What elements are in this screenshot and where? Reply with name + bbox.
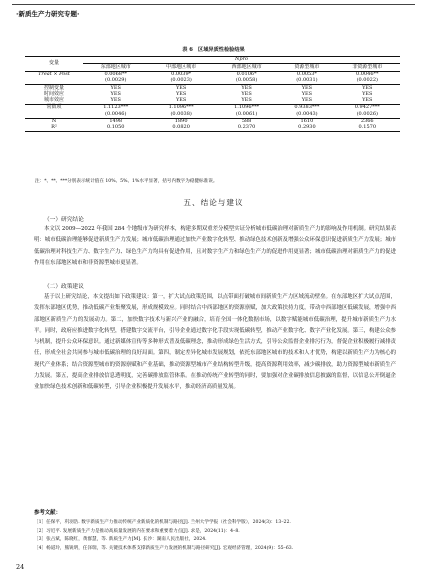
table-cell: YES [301, 90, 313, 97]
subsection-heading: （二）政策建议 [44, 284, 84, 290]
table-cell: 0.0068** [83, 71, 148, 78]
table-cell: (0.0046) [105, 110, 127, 117]
col-header: 非资源型城市 [352, 63, 383, 70]
table-cell: (0.0043) [296, 110, 318, 117]
table-cell: 0.0106* [214, 71, 279, 78]
table-cell: 0.0820 [148, 125, 213, 132]
row-label: R² [25, 125, 83, 132]
table-cell: (0.0023) [170, 77, 192, 84]
table-cell: YES [214, 85, 279, 92]
table-cell: 1890 [148, 118, 213, 125]
subsection-heading: （一）研究结论 [44, 217, 84, 223]
table-note: 注：*、**、***分别表示统计值在 10%、5%、1%水平显著，括号内数字为稳健标准误。 [35, 179, 218, 184]
col-header: 西部地区城市 [231, 63, 262, 70]
table-cell: YES [362, 90, 373, 97]
table-cell: (0.0031) [296, 77, 318, 84]
reference-item: ［1］任保平，巩羽浩. 数字新质生产力推动传统产业新质化的机制与路径[J]. 兰州大学学报（社会科学版），2024(3)：13–22. [34, 520, 291, 525]
section-label: ·新质生产力研究专题· [16, 10, 80, 18]
row-label: 常数项 [25, 104, 83, 111]
table-cell: YES [175, 90, 187, 97]
table-cell: 2366 [335, 118, 400, 125]
table-cell: (0.0058) [235, 77, 258, 84]
table-row [25, 71, 400, 78]
var-header: 变量 [25, 57, 83, 72]
page-number: 24 [16, 563, 25, 571]
table-cell: YES [241, 90, 252, 97]
row-label: Treat × Post [25, 71, 83, 78]
table-cell: YES [175, 97, 187, 104]
table-row [25, 104, 400, 111]
header-rule [12, 4, 415, 5]
table-cell: YES [110, 90, 121, 97]
heterogeneity-table [25, 56, 400, 132]
table-cell: 0.2370 [214, 125, 279, 132]
table-cell: 0.2930 [279, 125, 334, 132]
table-cell: 0.1050 [83, 125, 148, 132]
table-caption: 表 6 区域异质性检验结果 [182, 47, 245, 53]
body-paragraph: 本文以 2009—2022 年我国 284 个地级市为研究样本，构建多期双重差分模型实证分析城市低碳治理对新质生产力的影响及作用机制。研究结果表明：城市低碳治理能够促进新质生产力发展；城市低碳治理通过加快产业数字化转型、推动绿色技术创新及增强公众环保意识促进新质生产力发展；城市低碳治理对科技生产力、数字生产力、绿色生产力均具有促进作用，且对数字生产力和绿色生产力的促进作用更显著；城市低碳治理对新质生产力的促进作用在东部地区城市和非资源型城市更显著。 [34, 226, 396, 266]
table-cell: 0.1570 [335, 125, 400, 132]
section-title: 五、结论与建议 [183, 198, 244, 207]
row-label: 控制变量 [25, 85, 83, 92]
reference-item: ［3］张占斌，陈晓红，黄群慧，等. 新质生产力[M]. 长沙：湖南人民出版社，2024. [34, 537, 207, 543]
table-cell: (0.0026) [356, 110, 378, 117]
col-header: 东部地区城市 [100, 63, 131, 70]
row-label: N [25, 118, 83, 125]
row-label: 城市效应 [43, 97, 64, 104]
table-cell: YES [301, 97, 313, 104]
table-cell: 0.0053* [279, 71, 334, 78]
table-cell: YES [148, 85, 213, 92]
row-label [25, 78, 83, 85]
references-title: 参考文献： [34, 510, 61, 516]
table-cell: (0.0038) [170, 110, 192, 117]
body-paragraph: 基于以上研究结论，本文提出如下政策建议：第一，扩大试点政策范围，以点带面打破城市间新质生产力区域流动壁垒。在东部地区扩大试点范围，发挥东部地区优势，推动低碳产业集聚发展，形成规模效应。同时结合中西部地区的资源禀赋，加大政策扶持力度，带动中西部地区低碳发展，增强中西部地区新质生产力的发展动力。第二，加快数字技术与新兴产业的融合，培育全国一体化数据市场，以数字赋能城市低碳治理，提升城市新质生产力水平。同时，政府应推进数字化转型，搭建数字交流平台，引导企业通过数字化手段实现低碳转型，推动产业数字化、数字产业化发展。第三，构建公众参与机制，提升公众环保意识。通过新媒体宣传等多种形式普及低碳理念，推动形成绿色生活方式，引导公众监督企业排污行为，督促企业积极履行减排责任，形成全社会共同参与城市低碳治理的良好局面。第四，制定差异化城市发展规划，依托东部地区城市的技术和人才优势，构建以新质生产力为核心的现代产业体系；结合资源型城市的资源禀赋和产业基础，推动资源型城市产业结构转型升级，提高资源利用效率，减少碳排放，助力资源型城市新质生产力发展。第五，提高企业排放信息透明度，完善碳排放监管体系。在推动传统产业转型的同时，要加强对企业碳排放信息披露的监督，以信息公开倒逼企业加快绿色技术创新和低碳转型，引导企业积极提升发展水平，推动经济高质量发展。 [34, 294, 396, 391]
table-cell: 1.1123*** [83, 104, 148, 111]
table-row [25, 111, 400, 118]
table-cell: YES [279, 85, 334, 92]
reference-list [34, 519, 396, 553]
table-cell: (0.0022) [356, 77, 378, 84]
table-cell: 588 [214, 118, 279, 125]
reference-item: ［4］杨道玲，熊锐明，任泽瑞，等. 关键技术体系支撑新质生产力发展的机制与路径研究[J]. 宏观经济管理，2024(9)：55–63. [34, 545, 294, 551]
table-cell: (0.0029) [105, 77, 127, 84]
table-cell: 0.9383*** [279, 104, 334, 111]
table-cell: 1.1096*** [214, 104, 279, 111]
table-row [25, 78, 400, 85]
row-label [25, 111, 83, 118]
reference-item: ［2］习近平. 发展新质生产力是推动高质量发展的内在要求和重要着力点[J]. 求是，2024(11)：4–8. [34, 528, 240, 534]
col-header: 资源型城市 [294, 63, 320, 70]
table-cell: YES [335, 85, 400, 92]
table-cell: 1610 [279, 118, 334, 125]
table-cell: 0.0039* [148, 71, 213, 78]
dv-header: Npro [83, 57, 400, 64]
col-header: 中部地区城市 [166, 63, 197, 70]
table-cell: 1498 [83, 118, 148, 125]
table-cell: 0.0046** [335, 71, 400, 78]
table-cell: (0.0061) [235, 110, 258, 117]
table-header-row [25, 57, 400, 64]
table-cell: YES [362, 97, 373, 104]
table-row [25, 85, 400, 92]
row-label: 时间效应 [43, 90, 64, 97]
table-cell: 0.9427*** [335, 104, 400, 111]
table-row [25, 118, 400, 125]
table-row [25, 125, 400, 132]
table-cell: YES [110, 97, 121, 104]
table-row [25, 98, 400, 105]
table-cell: YES [241, 97, 252, 104]
table-cell: 1.1096*** [148, 104, 213, 111]
table-cell: YES [83, 85, 148, 92]
